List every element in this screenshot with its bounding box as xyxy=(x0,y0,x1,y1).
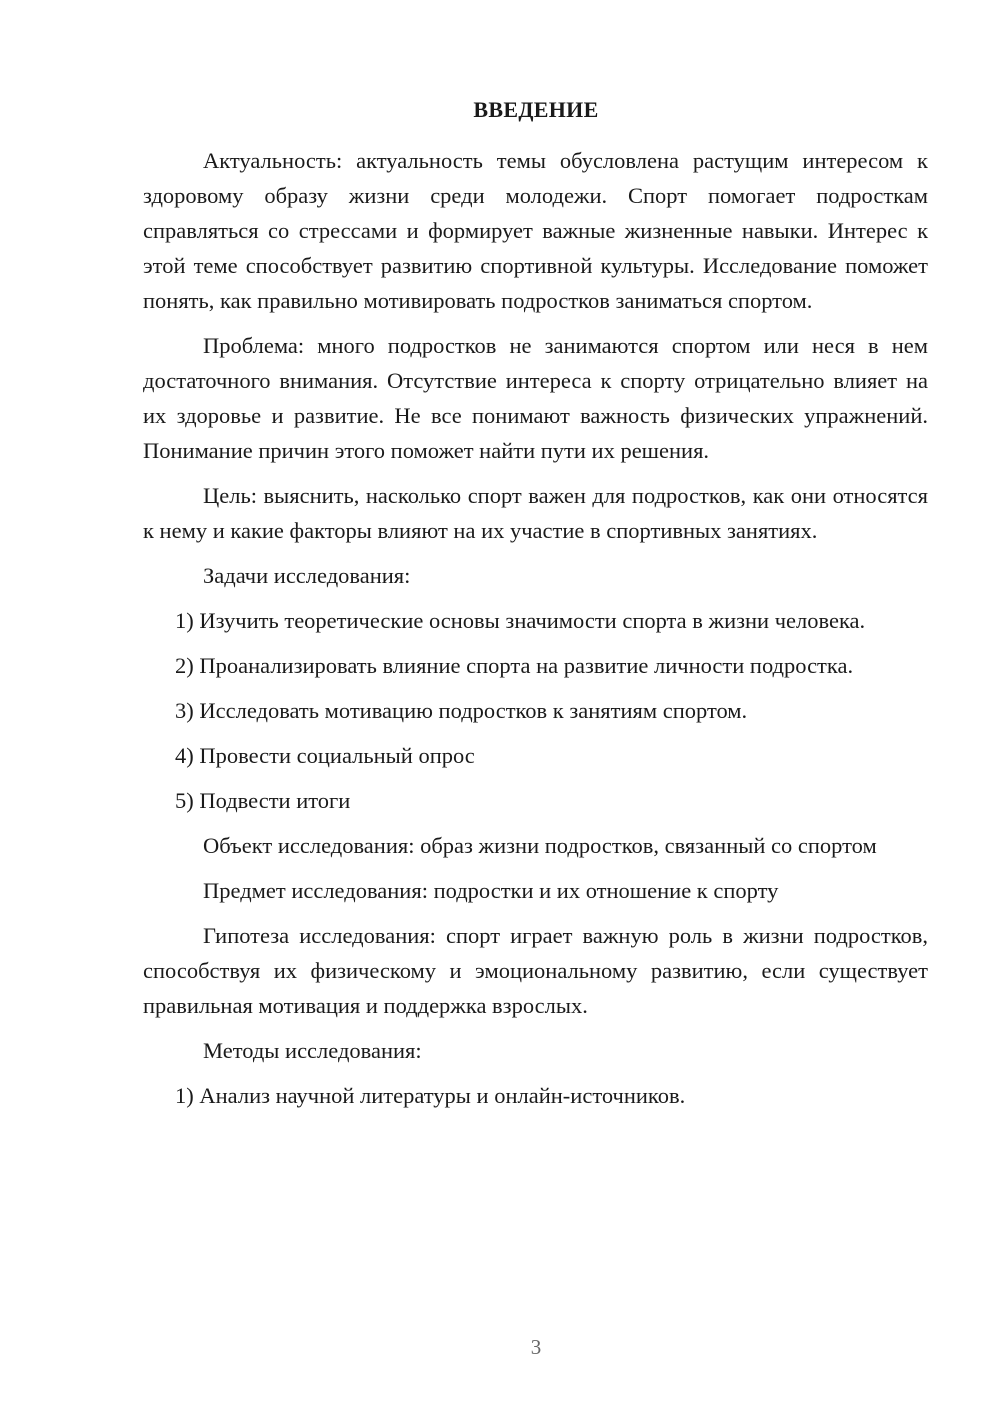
task-item: 2) Проанализировать влияние спорта на развитие личности подростка. xyxy=(175,653,854,678)
paragraph-relevance: Актуальность: актуальность темы обусловлена растущим интересом к здоровому образу жизни среди молодежи. Спорт помогает подросткам справляться со стрессами и формирует важные жизненные навыки. Интерес к этой теме способствует развитию спортивной культуры. Исследование поможет понять, как правильно мотивировать подростков заниматься спортом. xyxy=(143,148,928,313)
task-item: 5) Подвести итоги xyxy=(175,788,351,813)
task-item: 4) Провести социальный опрос xyxy=(175,743,475,768)
paragraph-subject: Предмет исследования: подростки и их отношение к спорту xyxy=(203,878,779,903)
tasks-heading: Задачи исследования: xyxy=(203,563,411,588)
methods-heading: Методы исследования: xyxy=(203,1038,422,1063)
task-item: 3) Исследовать мотивацию подростков к занятиям спортом. xyxy=(175,698,748,723)
task-item: 1) Изучить теоретические основы значимости спорта в жизни человека. xyxy=(175,608,866,633)
document-body xyxy=(143,143,928,1123)
section-title: ВВЕДЕНИЕ xyxy=(473,97,599,122)
method-item: 1) Анализ научной литературы и онлайн-источников. xyxy=(175,1083,686,1108)
page-number: 3 xyxy=(530,1335,542,1359)
paragraph-goal: Цель: выяснить, насколько спорт важен для подростков, как они относятся к нему и какие факторы влияют на их участие в спортивных занятиях. xyxy=(143,483,928,543)
paragraph-hypothesis: Гипотеза исследования: спорт играет важную роль в жизни подростков, способствуя их физическому и эмоциональному развитию, если существует правильная мотивация и поддержка взрослых. xyxy=(143,923,928,1018)
paragraph-object: Объект исследования: образ жизни подростков, связанный со спортом xyxy=(203,833,877,858)
paragraph-problem: Проблема: много подростков не занимаются спортом или неся в нем достаточного внимания. Отсутствие интереса к спорту отрицательно влияет на их здоровье и развитие. Не все понимают важность физических упражнений. Понимание причин этого поможет найти пути их решения. xyxy=(143,333,928,463)
